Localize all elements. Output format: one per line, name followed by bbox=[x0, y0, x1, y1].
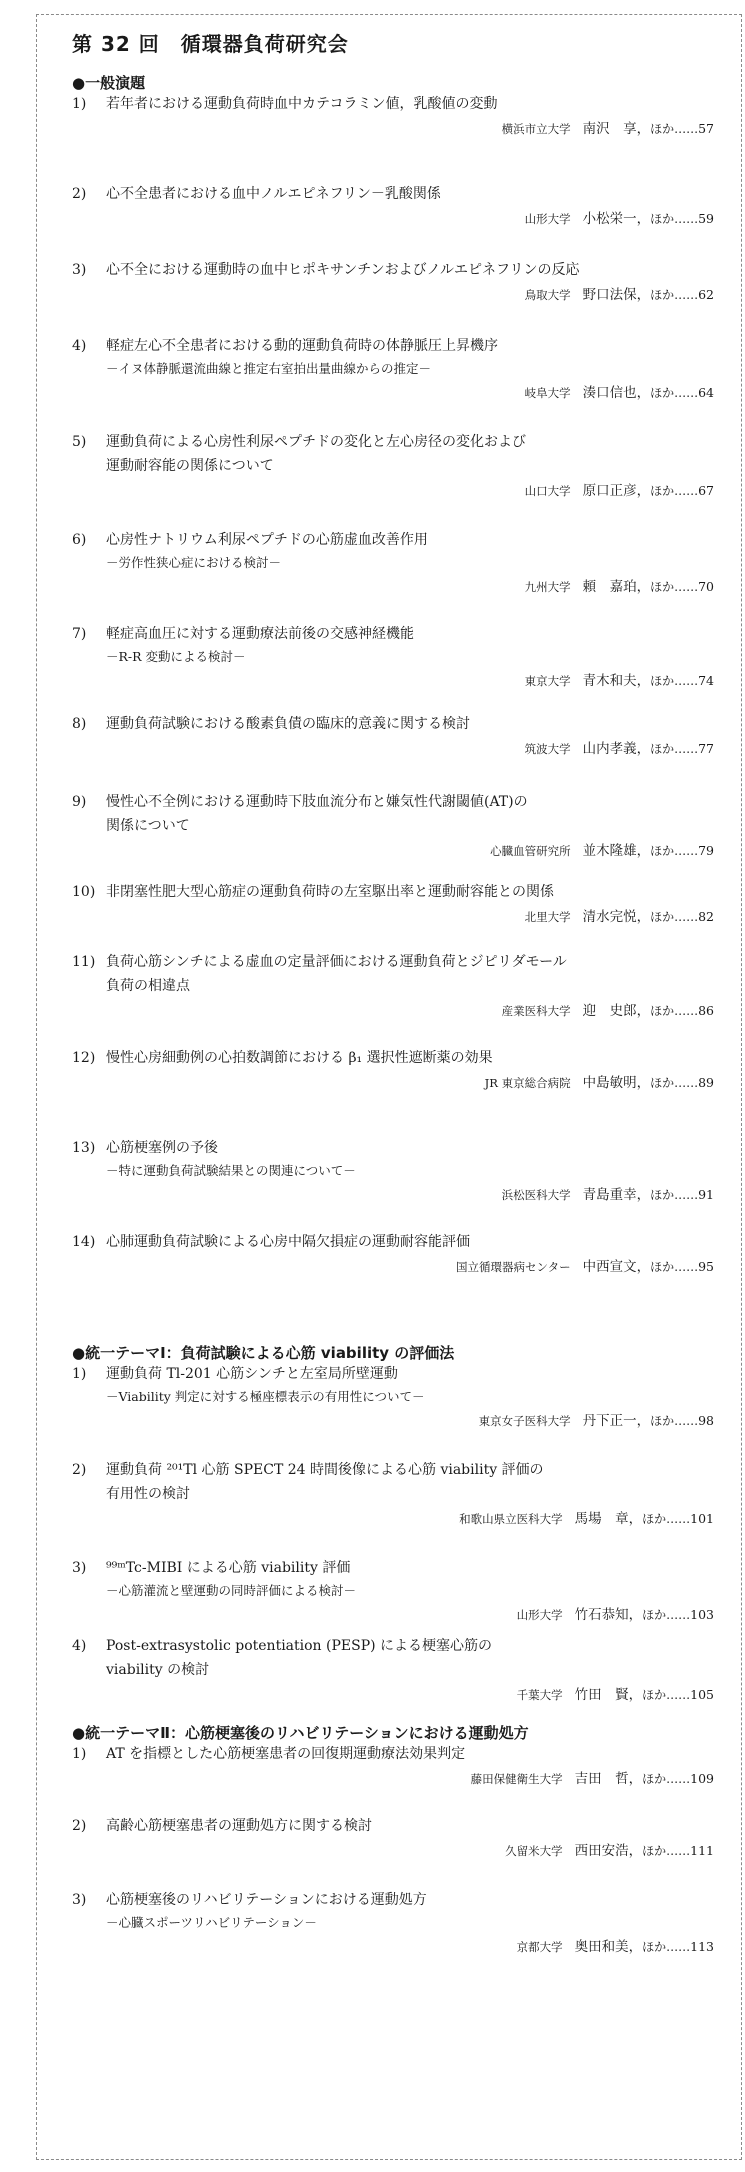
author-name: 迎 史郎， bbox=[582, 1003, 651, 1019]
entry-title bbox=[106, 258, 714, 282]
list-item bbox=[72, 1556, 714, 1626]
page-number: 74 bbox=[698, 673, 714, 688]
et-al: ほか…… bbox=[650, 484, 699, 498]
page-number: 91 bbox=[698, 1187, 714, 1202]
entry-number: 4) bbox=[72, 1638, 87, 1654]
entry-title bbox=[106, 1458, 714, 1506]
et-al: ほか…… bbox=[650, 212, 699, 226]
list-item bbox=[72, 1458, 714, 1530]
et-al: ほか…… bbox=[650, 674, 699, 688]
entry-author-line bbox=[72, 576, 714, 598]
entry-title-line: 軽症高血圧に対する運動療法前後の交感神経機能 bbox=[106, 626, 414, 642]
entry-number: 2) bbox=[72, 186, 87, 202]
affiliation: 鳥取大学 bbox=[524, 288, 571, 302]
et-al: ほか…… bbox=[650, 386, 699, 400]
entry-author-line bbox=[72, 670, 714, 692]
entry-title bbox=[106, 1888, 714, 1912]
entry-title-line: 心不全における運動時の血中ヒポキサンチンおよびノルエピネフリンの反応 bbox=[106, 262, 580, 278]
entry-title bbox=[106, 712, 714, 736]
entry-author-line bbox=[72, 1508, 714, 1530]
entry-title bbox=[106, 1362, 714, 1386]
author-name: 中西宣文， bbox=[582, 1259, 651, 1275]
entry-number: 2) bbox=[72, 1462, 87, 1478]
entry-title bbox=[106, 430, 714, 478]
section-heading: ●統一テーマⅠ：負荷試験による心筋 viability の評価法 bbox=[72, 1344, 455, 1362]
entry-subtitle: －心臓スポーツリハビリテーション－ bbox=[106, 1915, 317, 1930]
entry-author-line bbox=[72, 1936, 714, 1958]
entry-title-line: 慢性心不全例における運動時下肢血流分布と嫌気性代謝閾値(AT)の bbox=[106, 794, 528, 810]
entry-number: 8) bbox=[72, 716, 87, 732]
entry-title bbox=[106, 528, 714, 552]
page-number: 98 bbox=[698, 1413, 714, 1428]
entry-title bbox=[106, 1046, 714, 1070]
section-heading: ●一般演題 bbox=[72, 74, 146, 92]
entry-author-line bbox=[72, 906, 714, 928]
affiliation: 藤田保健衛生大学 bbox=[470, 1772, 563, 1786]
author-name: 頼 嘉珀， bbox=[582, 579, 651, 595]
entry-title bbox=[106, 1814, 714, 1838]
et-al: ほか…… bbox=[650, 1260, 699, 1274]
affiliation: 岐阜大学 bbox=[524, 386, 571, 400]
author-name: 野口法保， bbox=[582, 287, 651, 303]
et-al: ほか…… bbox=[642, 1688, 691, 1702]
entry-title-line: 運動負荷による心房性利尿ペプチドの変化と左心房径の変化および bbox=[106, 434, 526, 450]
affiliation: 筑波大学 bbox=[524, 742, 571, 756]
list-item bbox=[72, 1888, 714, 1958]
et-al: ほか…… bbox=[642, 1512, 691, 1526]
affiliation: 京都大学 bbox=[516, 1940, 563, 1954]
affiliation: 横浜市立大学 bbox=[501, 122, 571, 136]
entry-author-line bbox=[72, 1604, 714, 1626]
entry-author-line bbox=[72, 284, 714, 306]
affiliation: 和歌山県立医科大学 bbox=[459, 1512, 563, 1526]
page-number: 77 bbox=[698, 741, 714, 756]
affiliation: 山形大学 bbox=[516, 1608, 563, 1622]
affiliation: 北里大学 bbox=[524, 910, 571, 924]
affiliation: 山形大学 bbox=[524, 212, 571, 226]
list-item bbox=[72, 92, 714, 140]
entry-title-line: 心筋梗塞例の予後 bbox=[106, 1140, 218, 1156]
author-name: 吉田 哲， bbox=[574, 1771, 643, 1787]
author-name: 馬場 章， bbox=[574, 1511, 643, 1527]
affiliation: JR 東京総合病院 bbox=[484, 1076, 571, 1090]
entry-author-line bbox=[72, 1684, 714, 1706]
entry-number: 7) bbox=[72, 626, 87, 642]
entry-title bbox=[106, 182, 714, 206]
entry-number: 4) bbox=[72, 338, 87, 354]
author-name: 丹下正一， bbox=[582, 1413, 651, 1429]
entry-author-line bbox=[72, 1256, 714, 1278]
entry-title bbox=[106, 1230, 714, 1254]
author-name: 南沢 享， bbox=[582, 121, 651, 137]
et-al: ほか…… bbox=[650, 1004, 699, 1018]
entry-subtitle: －R-R 変動による検討－ bbox=[106, 649, 246, 664]
entry-title-line: 心肺運動負荷試験による心房中隔欠損症の運動耐容能評価 bbox=[106, 1234, 470, 1250]
entry-subtitle: －労作性狭心症における検討－ bbox=[106, 555, 282, 570]
et-al: ほか…… bbox=[650, 288, 699, 302]
affiliation: 国立循環器病センター bbox=[456, 1260, 571, 1274]
page-number: 111 bbox=[690, 1843, 714, 1858]
entry-title-line: 心房性ナトリウム利尿ペプチドの心筋虚血改善作用 bbox=[106, 532, 428, 548]
entry-title bbox=[106, 1556, 714, 1580]
page-number: 67 bbox=[698, 483, 714, 498]
list-item bbox=[72, 1136, 714, 1206]
entry-number: 13) bbox=[72, 1140, 96, 1156]
list-item bbox=[72, 1362, 714, 1432]
entry-title-line: 慢性心房細動例の心拍数調節における β₁ 選択性遮断薬の効果 bbox=[106, 1050, 493, 1066]
author-name: 原口正彦， bbox=[582, 483, 651, 499]
page-number: 82 bbox=[698, 909, 714, 924]
entry-title-line: 心不全患者における血中ノルエピネフリン－乳酸関係 bbox=[106, 186, 441, 202]
entry-title bbox=[106, 790, 714, 838]
list-item bbox=[72, 790, 714, 862]
entry-title-line: 若年者における運動負荷時血中カテコラミン値，乳酸値の変動 bbox=[106, 96, 498, 112]
list-item bbox=[72, 182, 714, 230]
page-number: 79 bbox=[698, 843, 714, 858]
author-name: 青島重幸， bbox=[582, 1187, 651, 1203]
entry-author-line bbox=[72, 118, 714, 140]
et-al: ほか…… bbox=[650, 1414, 699, 1428]
et-al: ほか…… bbox=[650, 844, 699, 858]
section-heading: ●統一テーマⅡ：心筋梗塞後のリハビリテーションにおける運動処方 bbox=[72, 1724, 529, 1742]
entry-title-line: 運動負荷 ²⁰¹Tl 心筋 SPECT 24 時間後像による心筋 viability 評価の bbox=[106, 1462, 544, 1478]
affiliation: 東京女子医科大学 bbox=[478, 1414, 571, 1428]
entry-author-line bbox=[72, 1768, 714, 1790]
entry-author-line bbox=[72, 1184, 714, 1206]
entry-title bbox=[106, 1742, 714, 1766]
entry-number: 11) bbox=[72, 954, 96, 970]
et-al: ほか…… bbox=[650, 910, 699, 924]
entry-number: 1) bbox=[72, 96, 87, 112]
entry-title-line: 関係について bbox=[106, 818, 190, 834]
page-number: 89 bbox=[698, 1075, 714, 1090]
affiliation: 千葉大学 bbox=[516, 1688, 563, 1702]
entry-number: 1) bbox=[72, 1366, 87, 1382]
entry-title bbox=[106, 880, 714, 904]
entry-title bbox=[106, 622, 714, 646]
entry-subtitle: －Viability 判定に対する極座標表示の有用性について－ bbox=[106, 1389, 425, 1404]
entry-number: 3) bbox=[72, 1560, 87, 1576]
entry-title-line: Post-extrasystolic potentiation (PESP) による梗塞心筋の bbox=[106, 1638, 493, 1654]
entry-author-line bbox=[72, 1840, 714, 1862]
author-name: 奥田和美， bbox=[574, 1939, 643, 1955]
et-al: ほか…… bbox=[650, 1076, 699, 1090]
affiliation: 東京大学 bbox=[524, 674, 571, 688]
entry-number: 5) bbox=[72, 434, 87, 450]
page-number: 95 bbox=[698, 1259, 714, 1274]
list-item bbox=[72, 712, 714, 760]
author-name: 西田安浩， bbox=[574, 1843, 643, 1859]
et-al: ほか…… bbox=[650, 1188, 699, 1202]
entry-number: 3) bbox=[72, 1892, 87, 1908]
entry-author-line bbox=[72, 840, 714, 862]
list-item bbox=[72, 622, 714, 692]
list-item bbox=[72, 880, 714, 928]
entry-title-line: 心筋梗塞後のリハビリテーションにおける運動処方 bbox=[106, 1892, 427, 1908]
author-name: 湊口信也， bbox=[582, 385, 651, 401]
page-number: 70 bbox=[698, 579, 714, 594]
list-item bbox=[72, 1046, 714, 1094]
list-item bbox=[72, 950, 714, 1022]
entry-title bbox=[106, 1136, 714, 1160]
entry-title-line: 有用性の検討 bbox=[106, 1486, 190, 1502]
author-name: 青木和夫， bbox=[582, 673, 651, 689]
entry-title-line: ⁹⁹ᵐTc-MIBI による心筋 viability 評価 bbox=[106, 1560, 351, 1576]
entry-number: 10) bbox=[72, 884, 96, 900]
page-number: 64 bbox=[698, 385, 714, 400]
entry-number: 9) bbox=[72, 794, 87, 810]
page-number: 105 bbox=[690, 1687, 714, 1702]
entry-number: 3) bbox=[72, 262, 87, 278]
page-title: 第 32 回 循環器負荷研究会 bbox=[72, 32, 349, 56]
page-number: 59 bbox=[698, 211, 714, 226]
et-al: ほか…… bbox=[650, 122, 699, 136]
affiliation: 心臓血管研究所 bbox=[490, 844, 571, 858]
entry-author-line bbox=[72, 1072, 714, 1094]
author-name: 竹石恭知， bbox=[574, 1607, 643, 1623]
page-number: 113 bbox=[690, 1939, 714, 1954]
list-item bbox=[72, 528, 714, 598]
author-name: 並木隆雄， bbox=[582, 843, 651, 859]
entry-title-line: 運動耐容能の関係について bbox=[106, 458, 274, 474]
list-item bbox=[72, 1230, 714, 1278]
entry-title-line: AT を指標とした心筋梗塞患者の回復期運動療法効果判定 bbox=[106, 1746, 466, 1762]
et-al: ほか…… bbox=[642, 1844, 691, 1858]
entry-author-line bbox=[72, 480, 714, 502]
affiliation: 産業医科大学 bbox=[501, 1004, 571, 1018]
entry-title-line: 負荷の相違点 bbox=[106, 978, 190, 994]
entry-author-line bbox=[72, 738, 714, 760]
entry-title-line: 高齢心筋梗塞患者の運動処方に関する検討 bbox=[106, 1818, 372, 1834]
et-al: ほか…… bbox=[642, 1608, 691, 1622]
entry-title-line: 負荷心筋シンチによる虚血の定量評価における運動負荷とジピリダモール bbox=[106, 954, 567, 970]
author-name: 山内孝義， bbox=[582, 741, 651, 757]
entry-title bbox=[106, 92, 714, 116]
page-number: 109 bbox=[690, 1771, 714, 1786]
entry-author-line bbox=[72, 1000, 714, 1022]
entry-number: 12) bbox=[72, 1050, 96, 1066]
page-number: 86 bbox=[698, 1003, 714, 1018]
entry-subtitle: －特に運動負荷試験結果との関連について－ bbox=[106, 1163, 356, 1178]
entry-number: 2) bbox=[72, 1818, 87, 1834]
page-number: 103 bbox=[690, 1607, 714, 1622]
author-name: 中島敏明， bbox=[582, 1075, 651, 1091]
author-name: 清水完悦， bbox=[582, 909, 651, 925]
affiliation: 山口大学 bbox=[524, 484, 571, 498]
entry-title bbox=[106, 334, 714, 358]
entry-author-line bbox=[72, 382, 714, 404]
author-name: 竹田 賢， bbox=[574, 1687, 643, 1703]
affiliation: 九州大学 bbox=[524, 580, 571, 594]
entry-title-line: 非閉塞性肥大型心筋症の運動負荷時の左室駆出率と運動耐容能との関係 bbox=[106, 884, 554, 900]
list-item bbox=[72, 1634, 714, 1706]
affiliation: 浜松医科大学 bbox=[501, 1188, 571, 1202]
entry-title-line: viability の検討 bbox=[106, 1662, 210, 1678]
list-item bbox=[72, 258, 714, 306]
entry-title bbox=[106, 1634, 714, 1682]
et-al: ほか…… bbox=[642, 1772, 691, 1786]
list-item bbox=[72, 1814, 714, 1862]
entry-title-line: 軽症左心不全患者における動的運動負荷時の体静脈圧上昇機序 bbox=[106, 338, 498, 354]
et-al: ほか…… bbox=[650, 742, 699, 756]
et-al: ほか…… bbox=[650, 580, 699, 594]
page-number: 101 bbox=[690, 1511, 714, 1526]
affiliation: 久留米大学 bbox=[505, 1844, 563, 1858]
entry-subtitle: －イヌ体静脈還流曲線と推定右室拍出量曲線からの推定－ bbox=[106, 361, 432, 376]
list-item bbox=[72, 430, 714, 502]
entry-author-line bbox=[72, 208, 714, 230]
entry-number: 6) bbox=[72, 532, 87, 548]
entry-title-line: 運動負荷 Tl-201 心筋シンチと左室局所壁運動 bbox=[106, 1366, 398, 1382]
et-al: ほか…… bbox=[642, 1940, 691, 1954]
entry-author-line bbox=[72, 1410, 714, 1432]
list-item bbox=[72, 1742, 714, 1790]
entry-number: 1) bbox=[72, 1746, 87, 1762]
entry-subtitle: －心筋灌流と壁運動の同時評価による検討－ bbox=[106, 1583, 357, 1598]
entry-number: 14) bbox=[72, 1234, 96, 1250]
entry-title bbox=[106, 950, 714, 998]
entry-title-line: 運動負荷試験における酸素負債の臨床的意義に関する検討 bbox=[106, 716, 470, 732]
page-number: 57 bbox=[698, 121, 714, 136]
list-item bbox=[72, 334, 714, 404]
author-name: 小松栄一， bbox=[582, 211, 651, 227]
page-number: 62 bbox=[698, 287, 714, 302]
